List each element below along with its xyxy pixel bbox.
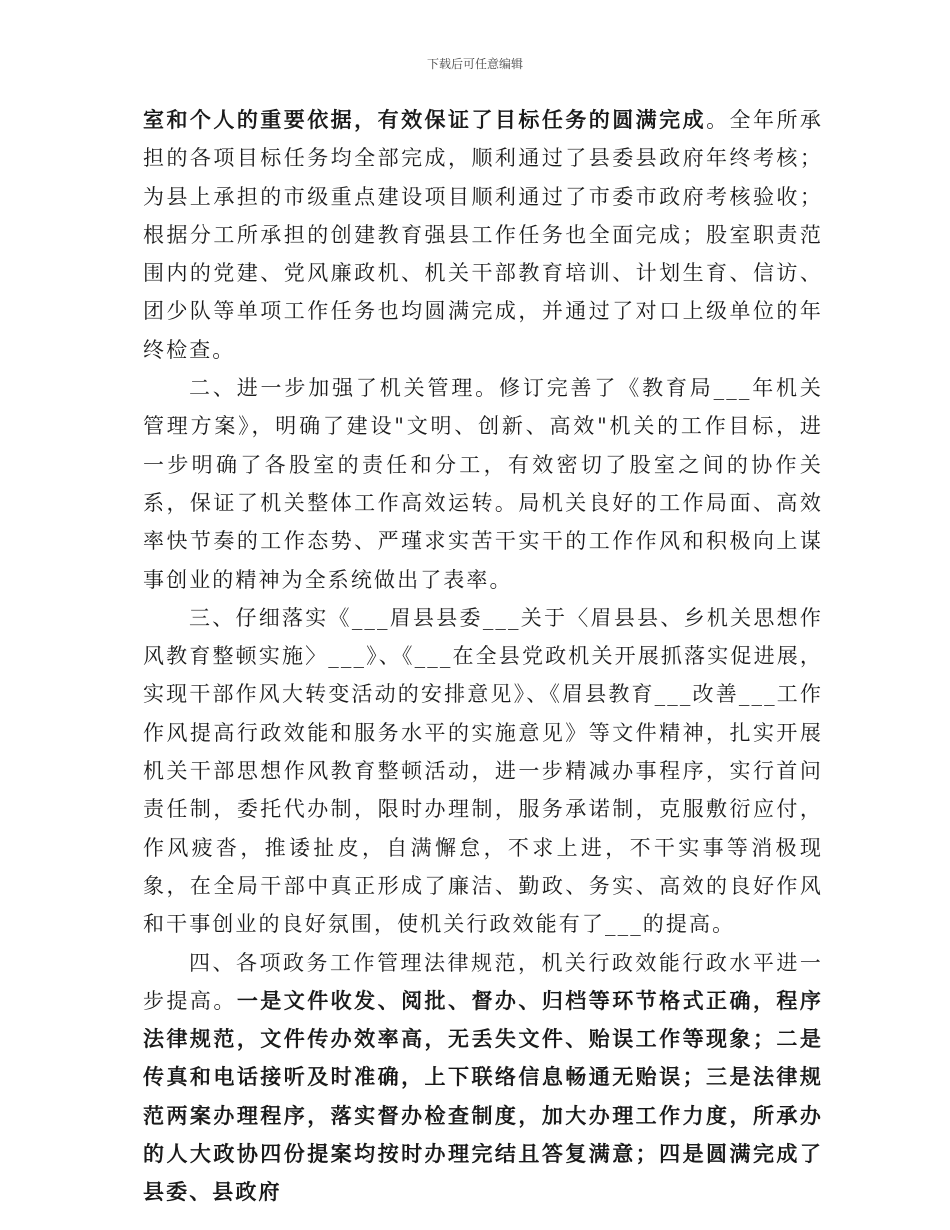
paragraph-4 (143, 944, 823, 1212)
paragraph-2 (143, 369, 823, 599)
document-body (143, 101, 823, 1212)
body-text: 四、各项政务工作管理法律规范，机关行政效能行政水平进一步提高。 (143, 950, 823, 1013)
header-note: 下载后可任意编辑 (426, 57, 523, 71)
bold-text: 一是文件收发、阅批、督办、归档等环节格式正确，程序法律规范，文件传办效率高，无丢失文件、贻误工作等现象；二是传真和电话接听及时准确，上下联络信息畅通无贻误；三是法律规范两案办理程序，落实督办检查制度，加大办理工作力度，所承办的人大政协四份提案均按时办理完结且答复满意；四是圆满完成了县委、县政府 (143, 987, 823, 1205)
body-text: 三、仔细落实《___眉县县委___关于〈眉县县、乡机关思想作风教育整顿实施〉___》、《___在全县党政机关开展抓落实促进展，实现干部作风大转变活动的安排意见》、《眉县教育___改善___工作作风提高行政效能和服务水平的实施意见》等文件精神，扎实开展机关干部思想作风教育整顿活动，进一步精减办事程序，实行首问责任制，委托代办制，限时办理制，服务承诺制，克服敷衍应付，作风疲沓，推诿扯皮，自满懈怠，不求上进，不干实事等消极现象，在全局干部中真正形成了廉洁、勤政、务实、高效的良好作风和干事创业的良好氛围，使机关行政效能有了___的提高。 (143, 605, 823, 937)
body-text: 二、进一步加强了机关管理。修订完善了《教育局___年机关管理方案》，明确了建设"文明、创新、高效"机关的工作目标，进一步明确了各股室的责任和分工，有效密切了股室之间的协作关系，保证了机关整体工作高效运转。局机关良好的工作局面、高效率快节奏的工作态势、严瑾求实苦干实干的工作作风和积极向上谋事创业的精神为全系统做出了表率。 (143, 376, 823, 592)
bold-text: 室和个人的重要依据，有效保证了目标任务的圆满完成 (143, 107, 707, 132)
body-text: 。全年所承担的各项目标任务均全部完成，顺利通过了县委县政府年终考核；为县上承担的市级重点建设项目顺利通过了市委市政府考核验收；根据分工所承担的创建教育强县工作任务也全面完成；股室职责范围内的党建、党风廉政机、机关干部教育培训、计划生育、信访、团少队等单项工作任务也均圆满完成，并通过了对口上级单位的年终检查。 (143, 108, 824, 362)
paragraph-1 (143, 101, 823, 369)
paragraph-3 (143, 599, 823, 944)
